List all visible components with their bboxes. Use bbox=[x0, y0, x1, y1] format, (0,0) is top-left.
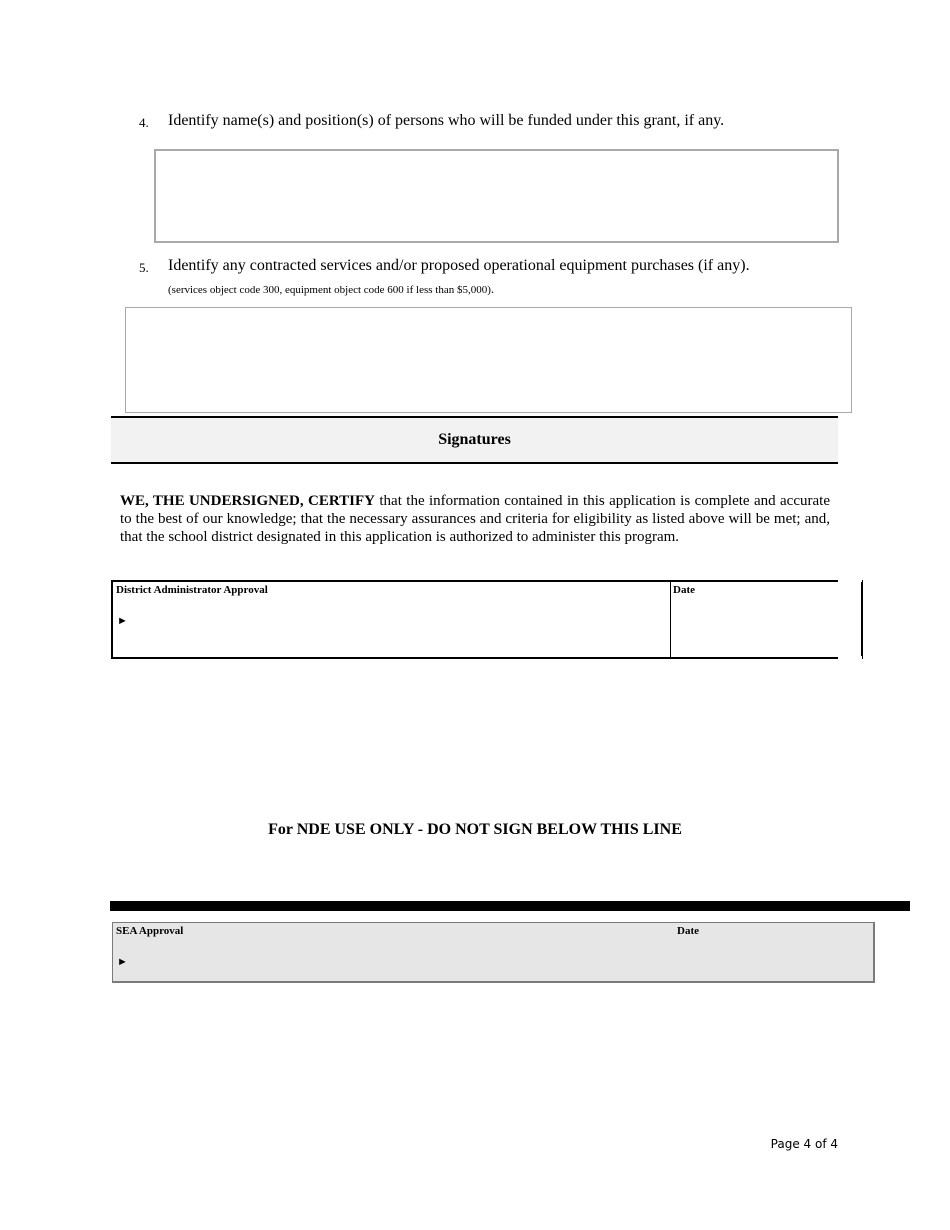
sea-approval-signature-field[interactable] bbox=[112, 922, 674, 983]
nde-divider-rule bbox=[110, 901, 910, 911]
certification-statement bbox=[120, 492, 830, 546]
district-approval-signature-field[interactable] bbox=[111, 580, 671, 659]
page-number: Page 4 of 4 bbox=[770, 1137, 838, 1151]
question-5-subtext-main: (services object code 300, equipment object code 600 if less than $5,000) bbox=[168, 284, 491, 296]
nde-use-only-note: For NDE USE ONLY - DO NOT SIGN BELOW THIS LINE bbox=[268, 821, 682, 838]
sea-signature-arrow-icon: ► bbox=[117, 956, 128, 968]
district-date-corner-gap-top bbox=[838, 580, 862, 582]
district-date-corner-gap bbox=[838, 656, 862, 659]
question-4-text: Identify name(s) and position(s) of persons who will be funded under this grant, if any. bbox=[168, 112, 725, 129]
signatures-heading-bar bbox=[111, 416, 838, 464]
sea-date-label: Date bbox=[677, 925, 699, 937]
question-4-response-box[interactable] bbox=[154, 149, 839, 243]
district-approval-label: District Administrator Approval bbox=[116, 584, 268, 596]
question-5-subtext bbox=[168, 281, 494, 297]
district-signature-arrow-icon: ► bbox=[117, 615, 128, 627]
district-date-label: Date bbox=[673, 584, 695, 596]
question-5-number: 5. bbox=[139, 260, 149, 275]
certification-body: that the information contained in this application is complete and accurate to the best of our knowledge; that the necessary assurances and criteria for eligibility as listed above will be met; and, that the school district designated in this application is authorized to administer this program. bbox=[120, 493, 830, 545]
district-date-field[interactable] bbox=[670, 580, 863, 659]
sea-date-field[interactable] bbox=[673, 922, 875, 983]
sea-approval-label: SEA Approval bbox=[116, 925, 184, 937]
question-5-text: Identify any contracted services and/or proposed operational equipment purchases (if any). bbox=[168, 257, 750, 274]
signatures-heading: Signatures bbox=[438, 431, 511, 448]
question-5-response-box[interactable] bbox=[125, 307, 852, 413]
question-5-subtext-period: . bbox=[490, 281, 495, 296]
certification-lead: WE, THE UNDERSIGNED, CERTIFY bbox=[120, 493, 375, 509]
question-4-number: 4. bbox=[139, 115, 149, 130]
